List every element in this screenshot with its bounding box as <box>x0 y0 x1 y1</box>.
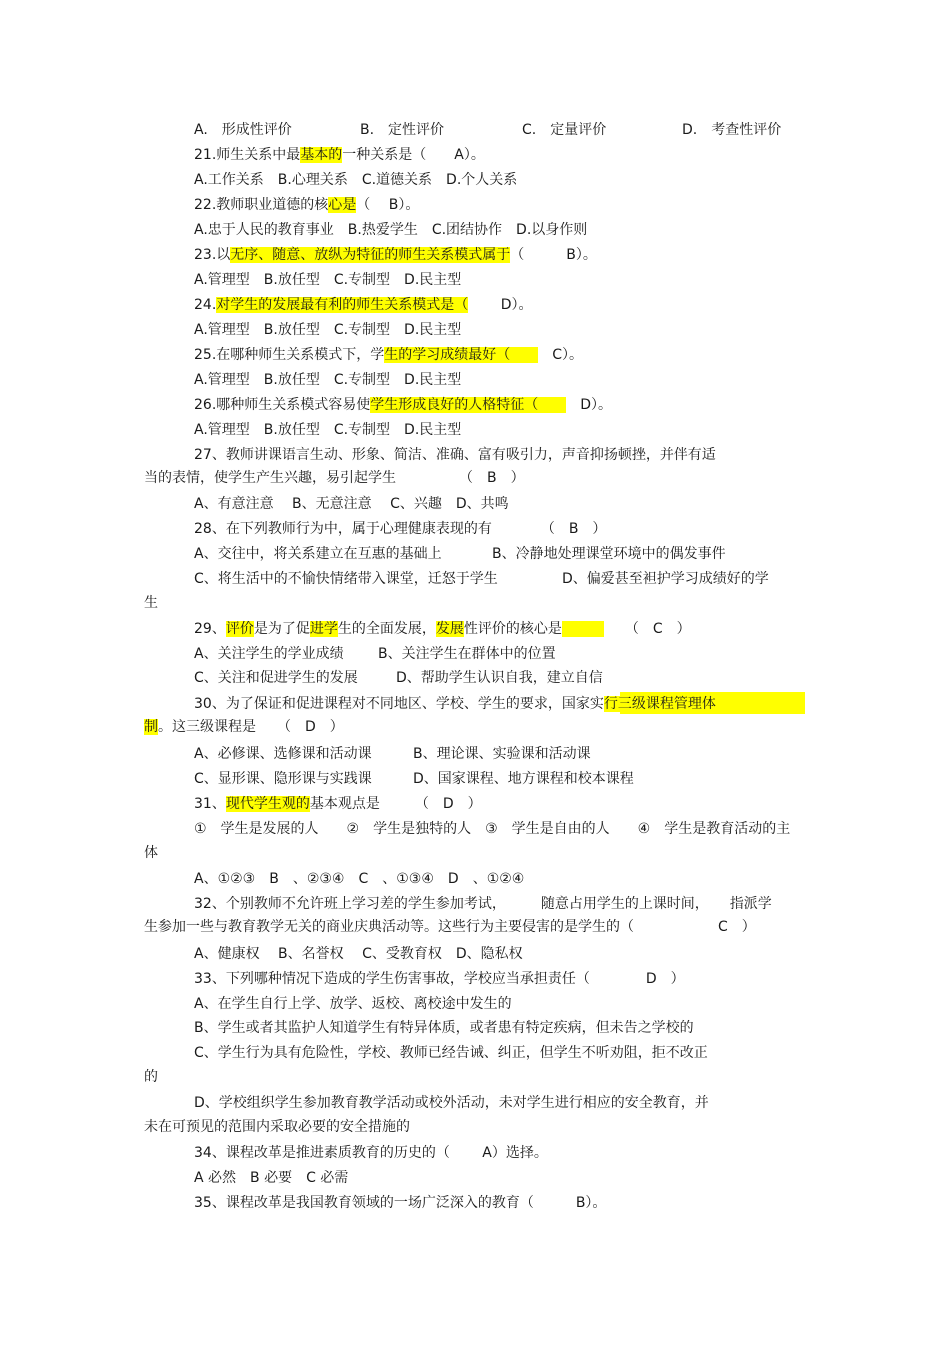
q22-options: A.忠于人民的教育事业 B.热爱学生 C.团结协作 D.以身作则 <box>194 222 588 238</box>
highlight: 进学 <box>309 621 338 637</box>
q30-option-d: D、国家课程、地方课程和校本课程 <box>413 771 634 787</box>
q31-statements-line2: 体 <box>144 845 158 861</box>
q28-option-a: A、交往中，将关系建立在互惠的基础上 <box>194 546 442 562</box>
q33-stem: 33、下列哪种情况下造成的学生伤害事故，学校应当承担责任（ D ） <box>194 971 685 987</box>
q30-stem-line1: 30、为了保证和促进课程对不同地区、学校、学生的要求，国家实行三级课程管理体 <box>194 696 716 712</box>
q26-options: A.管理型 B.放任型 C.专制型 D.民主型 <box>194 422 462 438</box>
highlight: 对学生的发展最有利的师生关系模式是（ <box>216 297 469 313</box>
q25-stem: 25.在哪种师生关系模式下，学生的学习成绩最好（ C）。 <box>194 347 584 363</box>
q31-options: A、①②③ B 、②③④ C 、①③④ D 、①②④ <box>194 871 525 887</box>
q20-option-c: C. 定量评价 <box>522 122 607 138</box>
highlight: 基本的 <box>300 147 343 163</box>
q21-options: A.工作关系 B.心理关系 C.道德关系 D.个人关系 <box>194 172 518 188</box>
q30-option-b: B、理论课、实验课和活动课 <box>413 746 591 762</box>
q24-options: A.管理型 B.放任型 C.专制型 D.民主型 <box>194 322 462 338</box>
q31-statements-line1: ① 学生是发展的人 ② 学生是独特的人 ③ 学生是自由的人 ④ 学生是教育活动的主 <box>194 821 791 837</box>
highlight: 行三级课程管理体 <box>603 696 716 712</box>
highlight: 制 <box>144 719 158 735</box>
q28-option-b: B、冷静地处理课堂环境中的偶发事件 <box>492 546 726 562</box>
q23-stem: 23.以无序、随意、放纵为特征的师生关系模式属于（ B）。 <box>194 247 597 263</box>
q26-stem: 26.哪种师生关系模式容易使学生形成良好的人格特征（ D）。 <box>194 397 613 413</box>
q33-option-c-line1: C、学生行为具有危险性，学校、教师已经告诫、纠正，但学生不听劝阻，拒不改正 <box>194 1045 708 1061</box>
q33-option-b: B、学生或者其监护人知道学生有特异体质，或者患有特定疾病，但未告之学校的 <box>194 1020 694 1036</box>
q29-option-d: D、帮助学生认识自我，建立自信 <box>396 670 603 686</box>
q28-option-d-wrap: 生 <box>144 595 158 611</box>
q32-stem-line2: 生参加一些与教育教学无关的商业庆典活动等。这些行为主要侵害的是学生的（ C ） <box>144 919 756 935</box>
highlight: 评价 <box>225 621 254 637</box>
q20-option-a: A. 形成性评价 <box>194 122 292 138</box>
q21-stem: 21.师生关系中最基本的一种关系是（ A）。 <box>194 147 485 163</box>
highlight: 心是 <box>328 197 357 213</box>
highlight: 学生形成良好的人格特征（ <box>370 397 567 413</box>
q27-options: A、有意注意 B、无意注意 C、兴趣 D、共鸣 <box>194 496 509 512</box>
q30-option-a: A、必修课、选修课和活动课 <box>194 746 372 762</box>
highlight: 无序、随意、放纵为特征的师生关系模式属于 <box>230 247 511 263</box>
q28-stem: 28、在下列教师行为中，属于心理健康表现的有 （ B ） <box>194 521 607 537</box>
q20-option-b: B. 定性评价 <box>360 122 445 138</box>
q34-options: A 必然 B 必要 C 必需 <box>194 1170 349 1186</box>
q31-stem: 31、现代学生观的基本观点是 （ D ） <box>194 796 482 812</box>
q28-option-d: D、偏爱甚至袒护学习成绩好的学 <box>562 571 769 587</box>
highlight: 现代学生观的 <box>225 796 310 812</box>
q34-stem: 34、课程改革是推进素质教育的历史的（ A）选择。 <box>194 1145 548 1161</box>
highlight <box>562 621 604 637</box>
q30-option-c: C、显形课、隐形课与实践课 <box>194 771 372 787</box>
q32-stem-line1: 32、个别教师不允许班上学习差的学生参加考试， 随意占用学生的上课时间， 指派学 <box>194 896 772 912</box>
q29-option-a: A、关注学生的学业成绩 <box>194 646 344 662</box>
q33-option-d-line1: D、学校组织学生参加教育教学活动或校外活动，未对学生进行相应的安全教育，并 <box>194 1095 709 1111</box>
highlight: 生的学习成绩最好（ <box>384 347 539 363</box>
q32-options: A、健康权 B、名誉权 C、受教育权 D、隐私权 <box>194 946 523 962</box>
q29-stem: 29、评价是为了促进学生的全面发展，发展性评价的核心是 （ C ） <box>194 621 691 637</box>
q30-stem-line2: 制。这三级课程是 （ D ） <box>144 719 344 735</box>
q29-option-b: B、关注学生在群体中的位置 <box>378 646 556 662</box>
highlight: 发展 <box>435 621 464 637</box>
q20-option-d: D. 考查性评价 <box>682 122 782 138</box>
q27-stem-line2: 当的表情，使学生产生兴趣，易引起学生 （ B ） <box>144 470 525 486</box>
q29-option-c: C、关注和促进学生的发展 <box>194 670 358 686</box>
q28-option-c: C、将生活中的不愉快情绪带入课堂，迁怒于学生 <box>194 571 498 587</box>
q24-stem: 24.对学生的发展最有利的师生关系模式是（ D）。 <box>194 297 533 313</box>
q33-option-d-line2: 未在可预见的范围内采取必要的安全措施的 <box>144 1119 410 1135</box>
q25-options: A.管理型 B.放任型 C.专制型 D.民主型 <box>194 372 462 388</box>
q35-stem: 35、课程改革是我国教育领域的一场广泛深入的教育（ B）。 <box>194 1195 607 1211</box>
q33-option-a: A、在学生自行上学、放学、返校、离校途中发生的 <box>194 996 512 1012</box>
q27-stem-line1: 27、教师讲课语言生动、形象、简洁、准确、富有吸引力，声音抑扬顿挫，并伴有适 <box>194 447 716 463</box>
q23-options: A.管理型 B.放任型 C.专制型 D.民主型 <box>194 272 462 288</box>
q33-option-c-line2: 的 <box>144 1069 158 1085</box>
q22-stem: 22.教师职业道德的核心是（ B）。 <box>194 197 420 213</box>
